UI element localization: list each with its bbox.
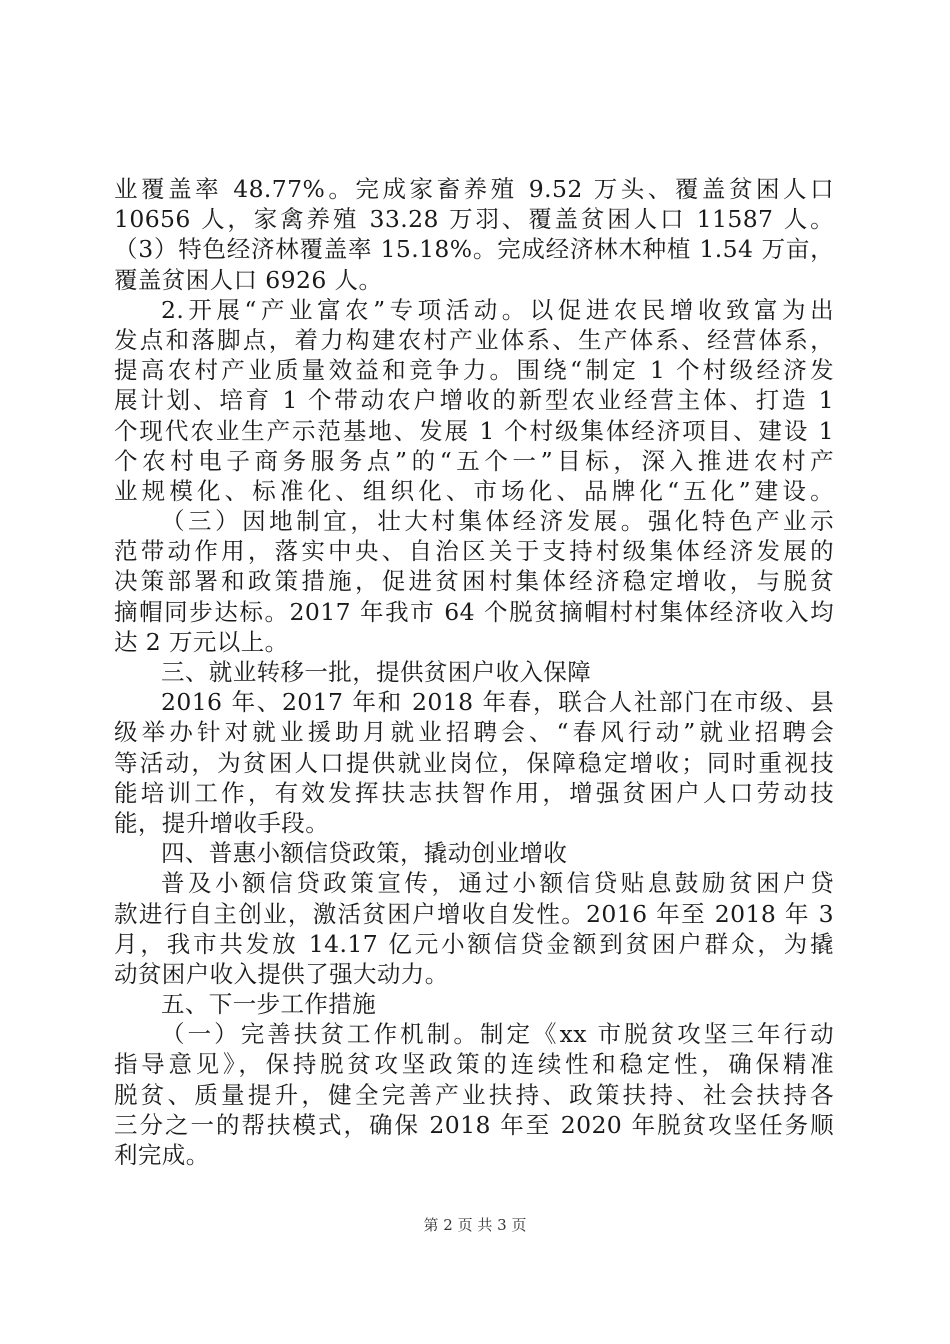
section-heading: 四、普惠小额信贷政策，撬动创业增收	[161, 839, 568, 868]
text-line: 个现代农业生产示范基地、发展 1 个村级集体经济项目、建设 1	[114, 416, 834, 445]
text-line: （三）因地制宜，壮大村集体经济发展。强化特色产业示	[161, 507, 834, 536]
text-line: 覆盖贫困人口 6926 人。	[114, 265, 383, 294]
text-line: 普及小额信贷政策宣传，通过小额信贷贴息鼓励贫困户贷	[161, 869, 834, 898]
page-footer: 第 2 页 共 3 页	[423, 1216, 527, 1234]
text-line: 款进行自主创业，激活贫困户增收自发性。2016 年至 2018 年 3	[114, 899, 834, 928]
text-line: 达 2 万元以上。	[114, 627, 289, 656]
text-line: 等活动，为贫困人口提供就业岗位，保障稳定增收；同时重视技	[114, 748, 834, 777]
text-line: （一）完善扶贫工作机制。制定《xx 市脱贫攻坚三年行动	[161, 1020, 834, 1049]
document-body	[114, 174, 834, 1170]
text-line: 2.开展“产业富农”专项活动。以促进农民增收致富为出	[161, 295, 834, 324]
text-line: 范带动作用，落实中央、自治区关于支持村级集体经济发展的	[114, 537, 834, 566]
text-line: 业规模化、标准化、组织化、市场化、品牌化“五化”建设。	[114, 476, 834, 505]
section-heading: 三、就业转移一批，提供贫困户收入保障	[161, 658, 592, 686]
text-line: 10656 人，家禽养殖 33.28 万羽、覆盖贫困人口 11587 人。	[114, 205, 834, 234]
text-line: 三分之一的帮扶模式，确保 2018 年至 2020 年脱贫攻坚任务顺	[114, 1110, 834, 1139]
text-line: 能培训工作，有效发挥扶志扶智作用，增强贫困户人口劳动技	[114, 778, 834, 807]
text-line: （3）特色经济林覆盖率 15.18%。完成经济林木种植 1.54 万亩，	[114, 235, 834, 264]
text-line: 利完成。	[114, 1141, 210, 1169]
text-line: 2016 年、2017 年和 2018 年春，联合人社部门在市级、县	[161, 688, 834, 717]
text-line: 脱贫、质量提升，健全完善产业扶持、政策扶持、社会扶持各	[114, 1080, 834, 1109]
text-line: 级举办针对就业援助月就业招聘会、“春风行动”就业招聘会	[114, 718, 834, 747]
section-heading: 五、下一步工作措施	[161, 990, 377, 1019]
text-line: 发点和落脚点，着力构建农村产业体系、生产体系、经营体系，	[114, 325, 834, 354]
text-line: 能，提升增收手段。	[114, 808, 330, 837]
text-line: 个农村电子商务服务点”的“五个一”目标，深入推进农村产	[114, 446, 834, 475]
text-line: 提高农村产业质量效益和竞争力。围绕“制定 1 个村级经济发	[114, 356, 834, 385]
text-line: 动贫困户收入提供了强大动力。	[114, 959, 449, 988]
text-line: 指导意见》，保持脱贫攻坚政策的连续性和稳定性，确保精准	[114, 1050, 834, 1079]
text-line: 展计划、培育 1 个带动农户增收的新型农业经营主体、打造 1	[114, 386, 834, 415]
text-line: 月，我市共发放 14.17 亿元小额信贷金额到贫困户群众，为撬	[114, 929, 834, 958]
text-line: 摘帽同步达标。2017 年我市 64 个脱贫摘帽村村集体经济收入均	[114, 597, 834, 626]
text-line: 决策部署和政策措施，促进贫困村集体经济稳定增收，与脱贫	[114, 567, 834, 596]
text-line: 业覆盖率 48.77%。完成家畜养殖 9.52 万头、覆盖贫困人口	[114, 175, 834, 203]
